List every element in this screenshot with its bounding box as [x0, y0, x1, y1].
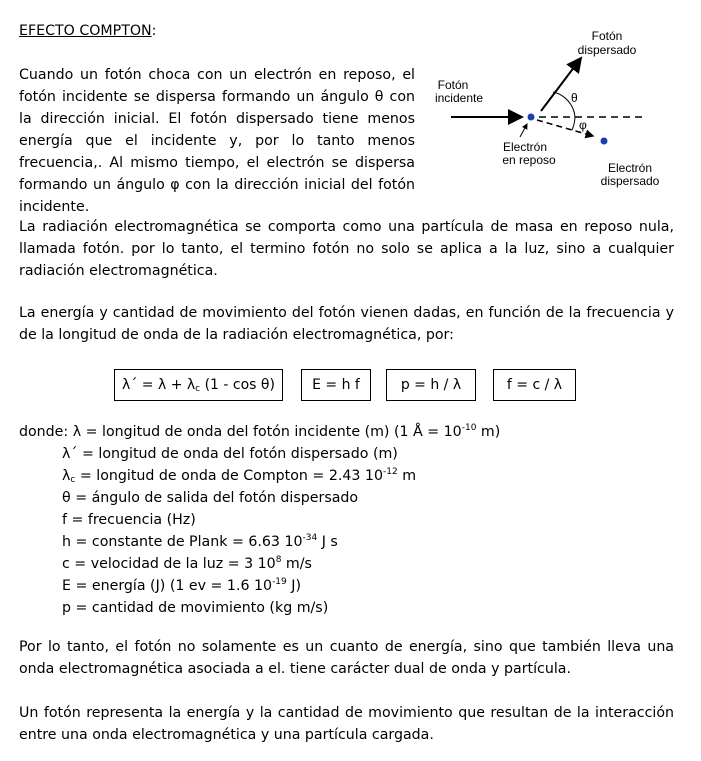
- scattered-photon-label-1: Fotón: [591, 29, 623, 43]
- definition-theta: θ = ángulo de salida del fotón dispersado: [62, 490, 359, 506]
- momentum-formula-box: p = h / λ: [386, 369, 476, 401]
- phi-label: φ: [579, 118, 587, 132]
- scattered-electron-label-2: dispersado: [600, 174, 660, 188]
- scattered-electron-label-1: Electrón: [607, 161, 653, 175]
- definition-momentum: p = cantidad de movimiento (kg m/s): [62, 600, 329, 616]
- compton-diagram: [425, 28, 695, 193]
- rest-electron-label-2: en reposo: [502, 153, 556, 167]
- definition-planck: h = constante de Plank = 6.63 $10^{-34}$ J s: [62, 533, 338, 550]
- definition-compton-wavelength: $\lambda_c$ = longitud de onda de Compton = 2.43 $10^{-12}$ m: [62, 467, 417, 485]
- definition-light-speed: c = velocidad de la luz = 3 $10^8$ m/s: [62, 555, 312, 572]
- rest-electron-pointer: [520, 124, 527, 137]
- page-title: EFECTO COMPTON:: [19, 23, 157, 39]
- photon-interaction-paragraph: Un fotón representa la energía y la cantidad de movimiento que resultan de la interacción entre una onda electromagnética y una partícula cargada.: [19, 705, 674, 743]
- compton-formula-box: λ´ = $\lambda + \lambda_c$ (1 - cos θ): [114, 369, 283, 401]
- dual-nature-paragraph: Por lo tanto, el fotón no solamente es un cuanto de energía, sino que también lleva una onda electromagnética asociada a el. tiene carácter dual de onda y partícula.: [19, 639, 674, 677]
- phi-arc: [572, 117, 575, 130]
- incident-photon-label-2: incidente: [434, 91, 484, 105]
- definition-lambda: donde: λ = longitud de onda del fotón incidente (m) (1 Å = $10^{-10}$ m): [19, 423, 501, 440]
- variable-definitions: [19, 421, 679, 619]
- definition-lambda-prime: λ´ = longitud de onda del fotón dispersado (m): [62, 446, 398, 462]
- energy-formula-box: E = h f: [301, 369, 371, 401]
- rest-electron-label-1: Electrón: [502, 140, 548, 154]
- scattered-photon-label-2: dispersado: [577, 43, 637, 57]
- theta-label: θ: [571, 91, 578, 105]
- definition-frequency: f = frecuencia (Hz): [62, 512, 196, 528]
- frequency-formula-box: f = c / λ: [493, 369, 576, 401]
- energy-momentum-paragraph: La energía y cantidad de movimiento del fotón vienen dadas, en función de la frecuencia y de la longitud de onda de la radiación electromagnética, por:: [19, 305, 674, 343]
- intro-paragraph: Cuando un fotón choca con un electrón en reposo, el fotón incidente se dispersa formando un ángulo θ con la dirección inicial. El fotón dispersado tiene menos energía que el incidente y, por lo tanto menos frecuencia,. Al mismo tiempo, el electrón se dispersa formando un ángulo φ con la dirección inicial del fotón incidente.: [19, 67, 415, 215]
- photon-definition-paragraph: La radiación electromagnética se comporta como una partícula de masa en reposo nula, llamada fotón. por lo tanto, el termino fotón no solo se aplica a la luz, sino a cualquier radiación electromagnética.: [19, 219, 674, 279]
- rest-electron-dot: [528, 114, 535, 121]
- incident-photon-label-1: Fotón: [437, 78, 469, 92]
- definition-energy: E = energía (J) (1 ev = 1.6 $10^{-19}$ J): [62, 577, 301, 594]
- scattered-electron-dot: [601, 138, 608, 145]
